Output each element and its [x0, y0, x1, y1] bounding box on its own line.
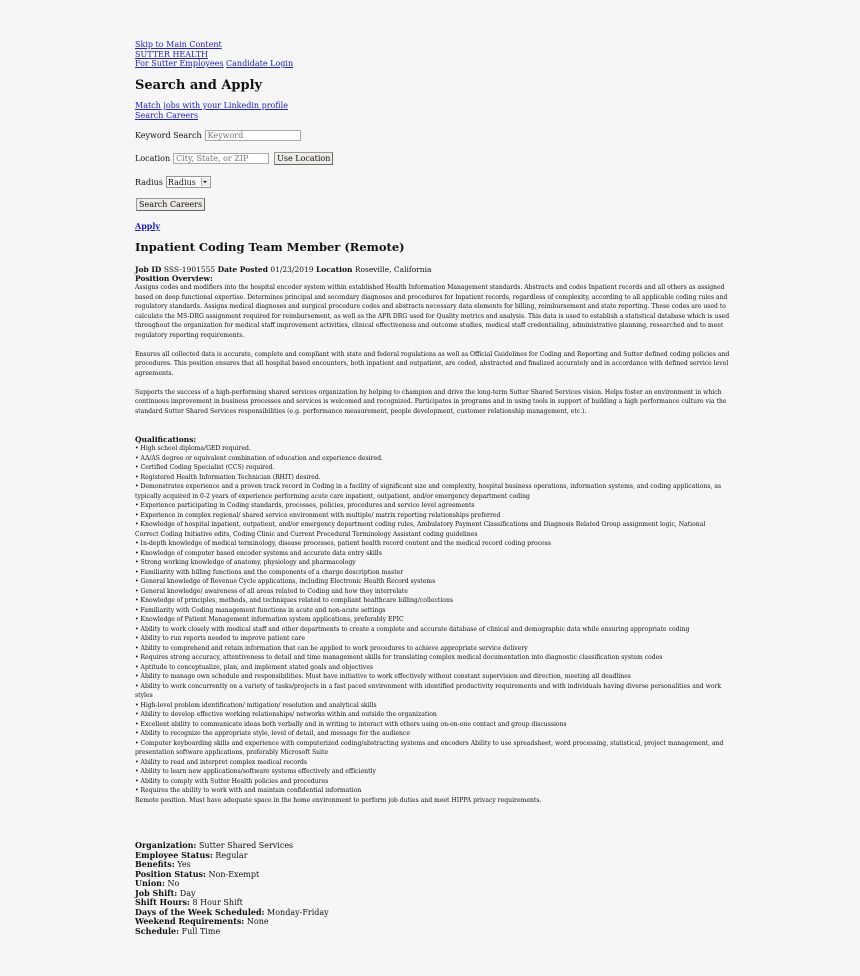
- list-item: • Excellent ability to communicate ideas both verbally and in writing to interact with others using on-on-one contact and group discussions: [135, 720, 730, 730]
- use-location-button[interactable]: Use Location: [274, 152, 333, 165]
- overview-paragraph: Assigns codes and modifiers into the hospital encoder system within established Health Information Management standards. Abstracts and codes Inpatient records and all others as assigned based on deep functional expertise. Determines principal and secondary diagnoses and procedures for Inpatient records, regardless of complexity, according to all applicable coding rules and regulatory standards. Assigns medical diagnoses and surgical procedure codes and abstracts necessary data elements for billing, reimbursement and state reporting. These codes are used to calculate the MS-DRG assignment required for reimbursement, as well as the APR DRG used for Quality metrics and analysis. This data is used to establish a statistical database which is used throughout the organization for medical staff improvement activities, clinical effectiveness and outcome studies, medical staff credentialing, administrative planning, researched and to meet regulatory reporting requirements.: [135, 284, 730, 339]
- page-container: [135, 40, 730, 936]
- list-item: • Familiarity with Coding management functions in acute and non-acute settings: [135, 606, 730, 616]
- job-description: [135, 274, 730, 805]
- location-meta-label: Location: [315, 265, 353, 274]
- search-careers-button[interactable]: Search Careers: [136, 198, 205, 211]
- list-item: • Registered Health Information Technician (RHIT) desired.: [135, 473, 730, 483]
- detail-job-shift: Job Shift: Day: [135, 887, 196, 898]
- date-posted-value: 01/23/2019: [270, 265, 314, 274]
- location-input[interactable]: [173, 153, 269, 164]
- detail-shift-hours: Shift Hours: 8 Hour Shift: [135, 897, 243, 907]
- detail-organization: Organization: Sutter Shared Services: [135, 840, 294, 850]
- list-item: • Familiarity with billing functions and the components of a charge description master: [135, 568, 730, 578]
- radius-select[interactable]: [166, 176, 211, 188]
- list-item: • Computer keyboarding skills and experience with computerized coding/abstracting systems and encoders Ability to use spreadsheet, word processing, statistical, project management, and presentation software applications, preferably Microsoft Suite: [135, 739, 730, 758]
- account-links: [135, 59, 730, 69]
- search-sub-links: [135, 101, 288, 120]
- list-item: • High school diploma/GED required.: [135, 444, 730, 454]
- skip-to-main-content-link[interactable]: Skip to Main Content: [135, 40, 222, 49]
- location-row: [135, 152, 333, 165]
- qualifications-heading: Qualifications:: [135, 435, 197, 444]
- list-item: • General knowledge of Revenue Cycle applications, including Electronic Health Record systems: [135, 577, 730, 587]
- detail-union: Union: No: [135, 878, 180, 888]
- list-item: • Experience in complex regional/ shared service environment with multiple/ matrix reporting relationships preferred: [135, 511, 730, 521]
- date-posted-label: Date Posted: [217, 265, 268, 274]
- job-title: Inpatient Coding Team Member (Remote): [135, 240, 405, 254]
- job-id-value: SSS-1901555: [163, 265, 216, 274]
- list-item: • Ability to work concurrently on a variety of tasks/projects in a fast paced environment with identified productivity requirements and with individuals having diverse personalities and work styles: [135, 682, 730, 701]
- detail-benefits: Benefits: Yes: [135, 859, 191, 869]
- list-item: • Knowledge of computer based encoder systems and accurate data entry skills: [135, 549, 730, 559]
- position-overview-heading: Position Overview:: [135, 274, 213, 283]
- location-meta-value: Roseville, California: [354, 265, 432, 274]
- list-item: • High-level problem identification/ mitigation/ resolution and analytical skills: [135, 701, 730, 711]
- overview-paragraph: Ensures all collected data is accurate, complete and compliant with state and federal regulations as well as Official Guidelines for Coding and Reporting and Sutter defined coding policies and procedures. This position ensures that all hospital based encounters, both inpatient and outpatient, are coded, abstracted and finalized accurately and in accordance with defined service level agreements.: [135, 350, 730, 377]
- list-item: • Ability to comply with Sutter Health policies and procedures: [135, 777, 730, 787]
- radius-row: [135, 176, 211, 188]
- list-item: • Ability to read and interpret complex medical records: [135, 758, 730, 768]
- for-sutter-employees-link[interactable]: For Sutter Employees: [135, 59, 224, 68]
- search-button-row: [136, 198, 205, 211]
- sutter-health-home-link[interactable]: SUTTER HEALTH: [135, 49, 209, 59]
- detail-schedule: Schedule: Full Time: [135, 925, 221, 936]
- linkedin-match-link[interactable]: Match jobs with your Linkedin profile: [135, 101, 288, 110]
- chevron-down-icon: [201, 178, 209, 186]
- search-careers-link[interactable]: Search Careers: [135, 110, 199, 120]
- list-item: • Ability to learn new applications/software systems effectively and efficiently: [135, 767, 730, 777]
- detail-weekend-requirements: Weekend Requirements: None: [135, 916, 269, 926]
- candidate-login-link[interactable]: Candidate Login: [226, 59, 294, 68]
- list-item: • Strong working knowledge of anatomy, physiology and pharmacology: [135, 558, 730, 568]
- top-navigation: [135, 40, 730, 69]
- list-item: • AA/AS degree or equivalent combination of education and experience desired.: [135, 454, 730, 464]
- list-item: • Knowledge of hospital inpatient, outpatient, and/or emergency department coding rules, Ambulatory Payment Classifications and Diagnosis Related Group assignment logic, National Correct Coding Initiative edits, Coding Clinic and Current Procedural Terminology Assistant coding guidelines: [135, 520, 730, 539]
- overview-paragraph: Supports the success of a high-performing shared services organization by helping to champion and drive the long-term Sutter Shared Services vision. Helps foster an environment in which continuous improvement in business processes and services is welcomed and recognized. Participates in programs and in using tools in support of building a high performance culture via the standard Sutter Shared Services responsibilities (e.g. performance measurement, people development, customer relationship management, etc.).: [135, 388, 727, 415]
- list-item: • Knowledge of principles, methods, and techniques related to compliant healthcare billing/collections: [135, 596, 730, 606]
- list-item: • Knowledge of Patient Management information system applications, preferably EPIC: [135, 615, 730, 625]
- list-item: • Ability to recognize the appropriate style, level of detail, and message for the audience: [135, 729, 730, 739]
- remote-note: Remote position. Must have adequate space in the home environment to perform job duties and meet HIPPA privacy requirements.: [135, 796, 542, 804]
- keyword-search-label: Keyword Search: [135, 131, 202, 140]
- location-label: Location: [135, 154, 171, 163]
- radius-selected-value: Radius: [167, 177, 196, 187]
- list-item: • Experience participating in Coding standards, processes, policies, procedures and service level agreements: [135, 501, 730, 511]
- apply-link[interactable]: Apply: [135, 221, 161, 231]
- list-item: • Requires strong accuracy, attentiveness to detail and time management skills for translating complex medical documentation into diagnostic classification system codes: [135, 653, 730, 663]
- list-item: • Aptitude to conceptualize, plan, and implement stated goals and objectives: [135, 663, 730, 673]
- list-item: • Ability to comprehend and retain information that can be applied to work procedures to achieve appropriate service delivery: [135, 644, 730, 654]
- job-id-label: Job ID: [135, 265, 162, 274]
- list-item: • In-depth knowledge of medical terminology, disease processes, patient health record content and the medical record coding process: [135, 539, 730, 549]
- list-item: • Requires the ability to work with and maintain confidential information: [135, 786, 730, 796]
- list-item: • Ability to run reports needed to improve patient care: [135, 634, 730, 644]
- list-item: • Demonstrates experience and a proven track record in Coding in a facility of significant size and complexity, hospital business operations, information systems, and coding applications, as typically acquired in 0-2 years of experience performing acute care inpatient, outpatient, and/or emergency department coding: [135, 482, 730, 501]
- list-item: • Ability to manage own schedule and responsibilities. Must have initiative to work effectively without constant supervision and direction, meeting all deadlines: [135, 672, 730, 682]
- list-item: • General knowledge/ awareness of all areas related to Coding and how they interrelate: [135, 587, 730, 597]
- radius-label: Radius: [135, 177, 163, 187]
- detail-days-scheduled: Days of the Week Scheduled: Monday-Friday: [135, 906, 329, 917]
- list-item: • Ability to work closely with medical staff and other departments to create a complete and accurate database of clinical and demographic data while ensuring appropriate coding: [135, 625, 730, 635]
- job-details: [135, 841, 329, 936]
- qualifications-list: [135, 444, 730, 796]
- keyword-search-input[interactable]: [205, 130, 301, 141]
- list-item: • Ability to develop effective working relationships/ networks within and outside the organization: [135, 710, 730, 720]
- keyword-search-row: [135, 130, 301, 141]
- list-item: • Certified Coding Specialist (CCS) required.: [135, 463, 730, 473]
- detail-position-status: Position Status: Non-Exempt: [135, 868, 260, 879]
- detail-employee-status: Employee Status: Regular: [135, 849, 248, 860]
- search-and-apply-heading: Search and Apply: [135, 78, 263, 93]
